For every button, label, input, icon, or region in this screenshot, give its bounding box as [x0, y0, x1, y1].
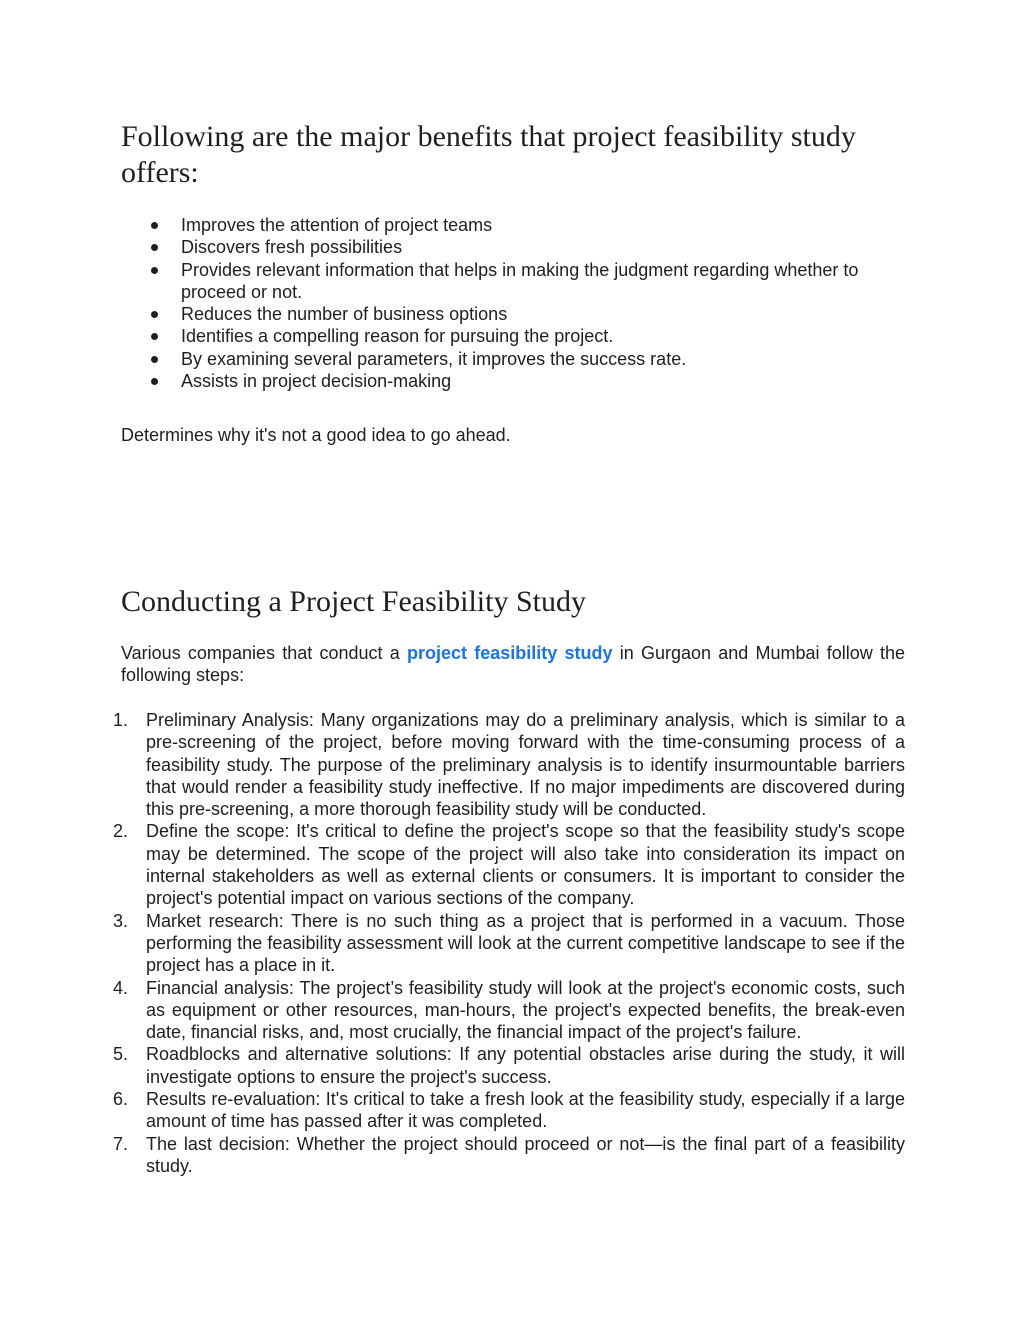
- list-item: [113, 1043, 905, 1088]
- list-item: [113, 709, 905, 820]
- list-item-text: Assists in project decision-making: [181, 371, 452, 392]
- list-item-text: By examining several parameters, it improves the success rate.: [181, 348, 687, 369]
- list-item-text: Provides relevant information that helps in making the judgment regarding whether to proceed or not.: [181, 259, 859, 302]
- intro-paragraph: [121, 642, 905, 687]
- step-text: Financial analysis: The project’s feasibility study will look at the project's economic costs, such as equipment or other resources, man-hours, the project's expected benefits, the break-even date, financial risks, and, most crucially, the financial impact of the project's failure.: [146, 977, 905, 1043]
- step-number: 3.: [113, 910, 129, 931]
- step-text: Define the scope: It's critical to define the project's scope so that the feasibility study's scope may be determined. The scope of the project will also take into consideration its impact on internal stakeholders as well as external clients or consumers. It is important to consider the project's potential impact on various sections of the company.: [146, 821, 905, 909]
- step-number: 2.: [113, 821, 129, 842]
- list-item-text: Identifies a compelling reason for pursuing the project.: [181, 326, 614, 347]
- list-item: [121, 370, 905, 392]
- closing-paragraph: Determines why it's not a good idea to go ahead.: [121, 425, 511, 445]
- step-text: Preliminary Analysis: Many organizations may do a preliminary analysis, which is similar to a pre-screening of the project, before moving forward with the time-consuming process of a feasibility study. The purpose of the preliminary analysis is to identify insurmountable barriers that would render a feasibility study ineffective. If no major impediments are discovered during this pre-screening, a more thorough feasibility study will be conducted.: [146, 710, 905, 820]
- list-item: [121, 214, 905, 236]
- intro-text-after: in Gurgaon and Mumbai follow the following steps:: [121, 643, 905, 686]
- bullet-icon: [151, 244, 158, 251]
- list-item: [113, 1133, 905, 1178]
- benefits-heading: Following are the major benefits that project feasibility study offers:: [121, 120, 856, 189]
- list-item: [113, 977, 905, 1044]
- intro-text-before: Various companies that conduct a: [121, 643, 407, 663]
- list-item-text: Improves the attention of project teams: [181, 215, 493, 235]
- step-number: 7.: [113, 1133, 129, 1154]
- bullet-icon: [151, 356, 158, 363]
- bullet-icon: [151, 378, 158, 385]
- step-number: 4.: [113, 977, 129, 998]
- step-number: 6.: [113, 1089, 129, 1110]
- step-text: The last decision: Whether the project should proceed or not—is the final part of a feasibility study.: [146, 1133, 905, 1176]
- bullet-icon: [151, 267, 158, 274]
- step-number: 5.: [113, 1044, 129, 1065]
- list-item-text: Discovers fresh possibilities: [181, 237, 403, 258]
- step-number: 1.: [113, 710, 129, 730]
- list-item: [113, 910, 905, 977]
- feasibility-study-link[interactable]: project feasibility study: [406, 643, 613, 663]
- list-item: [121, 303, 905, 325]
- list-item-text: Reduces the number of business options: [181, 304, 508, 325]
- step-text: Roadblocks and alternative solutions: If any potential obstacles arise during the study, it will investigate options to ensure the project's success.: [146, 1044, 905, 1087]
- steps-list: [113, 709, 905, 1177]
- bullet-icon: [151, 311, 158, 318]
- list-item: [121, 348, 905, 370]
- benefits-list: [121, 214, 905, 392]
- step-text: Results re-evaluation: It's critical to take a fresh look at the feasibility study, especially if a large amount of time has passed after it was completed.: [146, 1089, 905, 1132]
- conducting-heading: Conducting a Project Feasibility Study: [121, 585, 586, 618]
- list-item: [113, 1088, 905, 1133]
- bullet-icon: [151, 333, 158, 340]
- list-item: [113, 820, 905, 909]
- list-item: [121, 325, 905, 347]
- bullet-icon: [151, 222, 158, 229]
- list-item: [121, 259, 905, 304]
- step-text: Market research: There is no such thing as a project that is performed in a vacuum. Those performing the feasibility assessment will look at the current competitive landscape to see if the project has a place in it.: [146, 910, 905, 976]
- list-item: [121, 236, 905, 258]
